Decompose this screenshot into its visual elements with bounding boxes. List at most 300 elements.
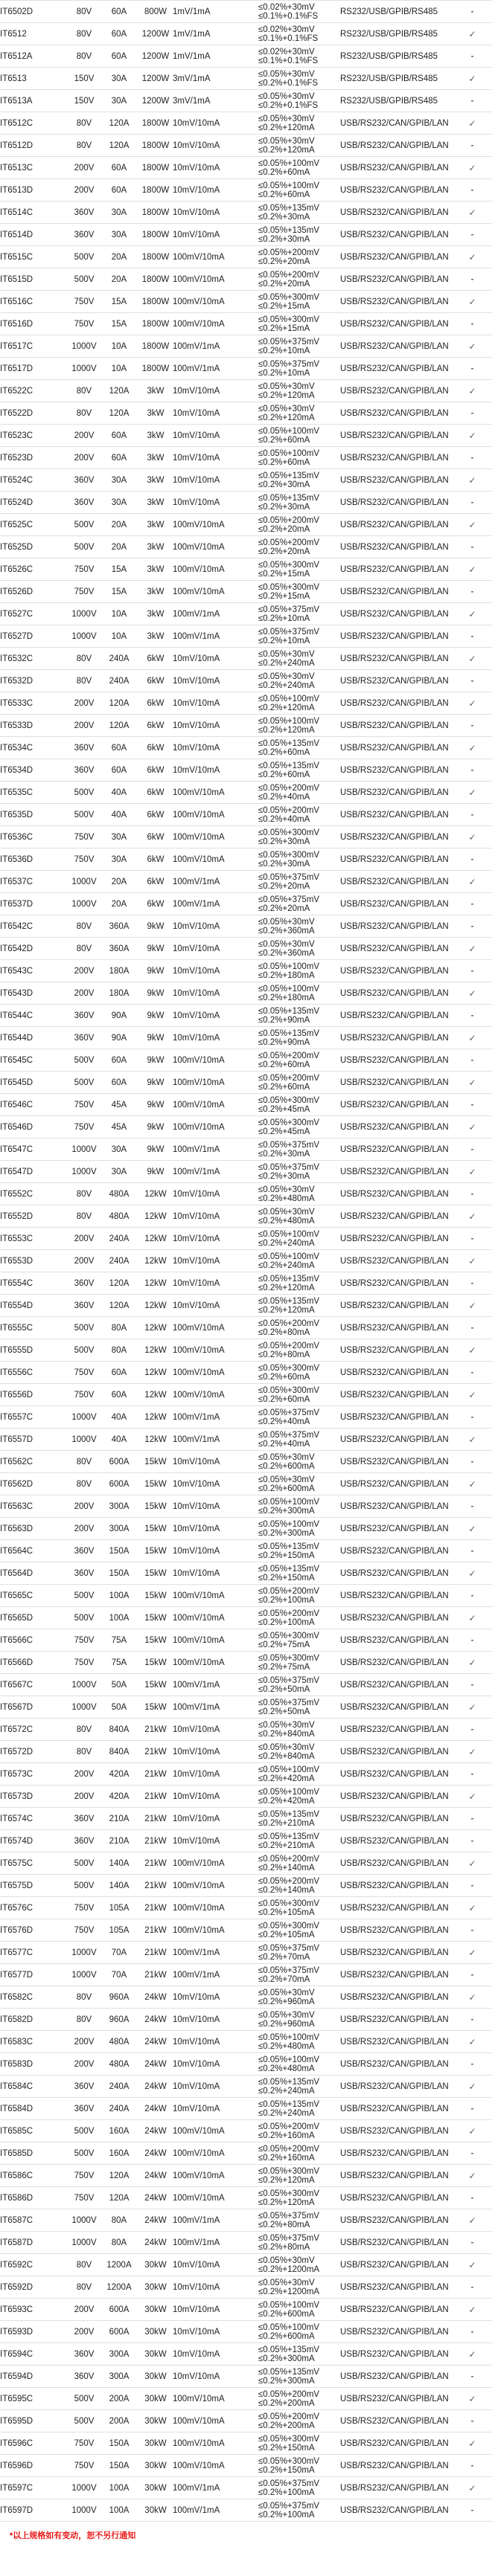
accuracy-current-line: ≤0.2%+60mA — [258, 190, 310, 199]
resolution-cell: 100mV/10mA — [173, 2416, 225, 2426]
power-cell: 30kW — [144, 2505, 167, 2515]
voltage-cell: 750V — [74, 1925, 95, 1935]
accuracy-cell — [258, 1674, 340, 1696]
current-cell: 30A — [111, 498, 127, 507]
resolution-cell: 100mV/10mA — [173, 1122, 225, 1132]
power-cell: 6kW — [147, 676, 164, 686]
accuracy-cell — [258, 202, 340, 224]
flag-cell — [453, 1585, 492, 1607]
accuracy-voltage-line: ≤0.05%+300mV — [258, 828, 320, 837]
dash-icon: - — [470, 1055, 474, 1065]
accuracy-cell — [258, 804, 340, 826]
check-icon: ✓ — [468, 943, 476, 954]
interfaces-cell: USB/RS232/CAN/GPIB/LAN — [340, 1881, 449, 1890]
interfaces-cell: USB/RS232/CAN/GPIB/LAN — [340, 1100, 449, 1110]
resolution-cell: 10mV/10mA — [173, 207, 220, 217]
model-cell: IT6595D — [0, 2416, 33, 2426]
accuracy-current-line: ≤0.2%+960mA — [258, 1997, 315, 2006]
current-cell: 10A — [111, 609, 127, 619]
power-cell: 12kW — [144, 1434, 167, 1444]
accuracy-voltage-line: ≤0.05%+375mV — [258, 2479, 320, 2488]
accuracy-current-line: ≤0.2%+70mA — [258, 1952, 310, 1962]
dash-icon: - — [470, 2282, 474, 2292]
accuracy-current-line: ≤0.2%+240mA — [258, 2086, 315, 2096]
interfaces-cell: USB/RS232/CAN/GPIB/LAN — [340, 810, 449, 820]
table-row — [0, 2254, 492, 2276]
model-cell: IT6556D — [0, 1390, 33, 1400]
interfaces-cell: USB/RS232/CAN/GPIB/LAN — [340, 1412, 449, 1422]
dash-icon: - — [470, 1234, 474, 1243]
voltage-cell: 360V — [74, 2081, 95, 2091]
interfaces-cell: USB/RS232/CAN/GPIB/LAN — [340, 1189, 449, 1199]
model-cell: IT6513D — [0, 185, 33, 195]
accuracy-cell — [258, 469, 340, 492]
power-cell: 15kW — [144, 1680, 167, 1690]
flag-cell — [453, 2276, 492, 2299]
resolution-cell: 10mV/10mA — [173, 431, 220, 440]
accuracy-cell — [258, 915, 340, 938]
accuracy-current-line: ≤0.2%+160mA — [258, 2153, 315, 2163]
voltage-cell: 1000V — [71, 899, 97, 909]
flag-cell — [453, 469, 492, 492]
power-cell: 1800W — [141, 141, 170, 150]
check-icon: ✓ — [468, 2259, 476, 2270]
model-cell: IT6562C — [0, 1457, 33, 1466]
check-icon: ✓ — [468, 117, 476, 129]
flag-cell — [453, 1228, 492, 1250]
interfaces-cell: USB/RS232/CAN/GPIB/LAN — [340, 765, 449, 775]
power-cell: 800W — [144, 7, 167, 16]
accuracy-cell — [258, 938, 340, 960]
accuracy-current-line: ≤0.2%+60mA — [258, 1372, 310, 1382]
resolution-cell: 100mV/10mA — [173, 2394, 225, 2403]
flag-cell — [453, 1451, 492, 1473]
interfaces-cell: USB/RS232/CAN/GPIB/LAN — [340, 185, 449, 195]
flag-cell — [453, 90, 492, 112]
dash-icon: - — [470, 1814, 474, 1823]
interfaces-cell: RS232/USB/GPIB/RS485 — [340, 51, 438, 61]
flag-cell — [453, 1495, 492, 1518]
resolution-cell: 10mV/10mA — [173, 1836, 220, 1846]
current-cell: 90A — [111, 1011, 127, 1020]
accuracy-current-line: ≤0.2%+480mA — [258, 1216, 315, 1226]
table-row — [0, 804, 492, 826]
accuracy-voltage-line: ≤0.05%+375mV — [258, 359, 320, 369]
voltage-cell: 80V — [76, 2015, 92, 2024]
accuracy-current-line: ≤0.2%+840mA — [258, 1729, 315, 1739]
interfaces-cell: USB/RS232/CAN/GPIB/LAN — [340, 2438, 449, 2448]
model-cell: IT6526C — [0, 564, 33, 574]
interfaces-cell: USB/RS232/CAN/GPIB/LAN — [340, 2461, 449, 2470]
current-cell: 20A — [111, 274, 127, 284]
accuracy-voltage-line: ≤0.05%+30mV — [258, 1452, 315, 1462]
flag-cell — [453, 737, 492, 759]
dash-icon: - — [470, 810, 474, 820]
dash-icon: - — [470, 2193, 474, 2203]
flag-cell — [453, 402, 492, 425]
voltage-cell: 200V — [74, 1791, 95, 1801]
accuracy-current-line: ≤0.2%+50mA — [258, 1684, 310, 1694]
table-row — [0, 23, 492, 45]
interfaces-cell: USB/RS232/CAN/GPIB/LAN — [340, 2260, 449, 2270]
power-cell: 9kW — [147, 988, 164, 998]
interfaces-cell: USB/RS232/CAN/GPIB/LAN — [340, 141, 449, 150]
accuracy-voltage-line: ≤0.05%+100mV — [258, 1252, 320, 1261]
interfaces-cell: USB/RS232/CAN/GPIB/LAN — [340, 1524, 449, 1533]
power-cell: 30kW — [144, 2461, 167, 2470]
check-icon: ✓ — [468, 296, 476, 307]
accuracy-voltage-line: ≤0.05%+200mV — [258, 1609, 320, 1618]
power-cell: 21kW — [144, 1858, 167, 1868]
accuracy-cell — [258, 1495, 340, 1518]
interfaces-cell: USB/RS232/CAN/GPIB/LAN — [340, 1925, 449, 1935]
voltage-cell: 80V — [76, 2282, 92, 2292]
check-icon: ✓ — [468, 608, 476, 619]
accuracy-voltage-line: ≤0.05%+375mV — [258, 1965, 320, 1975]
table-row — [0, 2321, 492, 2343]
accuracy-voltage-line: ≤0.05%+200mV — [258, 1854, 320, 1864]
resolution-cell: 10mV/10mA — [173, 1211, 220, 1221]
power-cell: 30kW — [144, 2438, 167, 2448]
check-icon: ✓ — [468, 2081, 476, 2092]
table-row — [0, 90, 492, 112]
flag-cell — [453, 2254, 492, 2276]
accuracy-cell — [258, 960, 340, 982]
model-cell: IT6524C — [0, 475, 33, 485]
accuracy-voltage-line: ≤0.05%+135mV — [258, 1028, 320, 1038]
check-icon: ✓ — [468, 1657, 476, 1668]
current-cell: 80A — [111, 2238, 127, 2247]
table-row — [0, 1362, 492, 1384]
current-cell: 300A — [109, 1524, 130, 1533]
accuracy-cell — [258, 2076, 340, 2098]
accuracy-cell — [258, 112, 340, 135]
model-cell: IT6565D — [0, 1613, 33, 1623]
check-icon: ✓ — [468, 207, 476, 218]
resolution-cell: 10mV/10mA — [173, 1769, 220, 1779]
interfaces-cell: USB/RS232/CAN/GPIB/LAN — [340, 118, 449, 128]
resolution-cell: 10mV/10mA — [173, 698, 220, 708]
resolution-cell: 100mV/10mA — [173, 1635, 225, 1645]
model-cell: IT6564C — [0, 1546, 33, 1556]
voltage-cell: 360V — [74, 1011, 95, 1020]
power-cell: 3kW — [147, 431, 164, 440]
power-cell: 30kW — [144, 2394, 167, 2403]
resolution-cell: 10mV/10mA — [173, 654, 220, 663]
voltage-cell: 200V — [74, 966, 95, 976]
voltage-cell: 200V — [74, 698, 95, 708]
model-cell: IT6517D — [0, 364, 33, 373]
flag-cell — [453, 982, 492, 1005]
accuracy-current-line: ≤0.2%+105mA — [258, 1930, 315, 1939]
check-icon: ✓ — [468, 1121, 476, 1133]
dash-icon: - — [470, 185, 474, 195]
table-row — [0, 1741, 492, 1763]
accuracy-voltage-line: ≤0.05%+200mV — [258, 1051, 320, 1060]
check-icon: ✓ — [468, 742, 476, 753]
flag-cell — [453, 670, 492, 692]
voltage-cell: 200V — [74, 453, 95, 463]
model-cell: IT6594D — [0, 2371, 33, 2381]
flag-cell — [453, 2343, 492, 2366]
accuracy-voltage-line: ≤0.05%+300mV — [258, 1653, 320, 1663]
resolution-cell: 100mV/1mA — [173, 1680, 220, 1690]
interfaces-cell: USB/RS232/CAN/GPIB/LAN — [340, 1948, 449, 1957]
current-cell: 1200A — [106, 2260, 132, 2270]
voltage-cell: 360V — [74, 1546, 95, 1556]
accuracy-current-line: ≤0.2%+240mA — [258, 680, 315, 690]
accuracy-current-line: ≤0.2%+120mA — [258, 390, 315, 400]
resolution-cell: 100mV/1mA — [173, 609, 220, 619]
dash-icon: - — [470, 2015, 474, 2024]
model-cell: IT6502D — [0, 7, 33, 16]
flag-cell — [453, 2499, 492, 2522]
accuracy-voltage-line: ≤0.05%+300mV — [258, 2456, 320, 2466]
accuracy-cell — [258, 2276, 340, 2299]
check-icon: ✓ — [468, 2215, 476, 2226]
accuracy-current-line: ≤0.2%+20mA — [258, 279, 310, 289]
accuracy-cell — [258, 135, 340, 157]
resolution-cell: 100mV/10mA — [173, 2193, 225, 2203]
model-cell: IT6525D — [0, 542, 33, 552]
table-row — [0, 960, 492, 982]
voltage-cell: 80V — [76, 654, 92, 663]
accuracy-voltage-line: ≤0.05%+300mV — [258, 1921, 320, 1931]
power-cell: 1800W — [141, 163, 170, 173]
check-icon: ✓ — [468, 1568, 476, 1579]
model-cell: IT6537D — [0, 899, 33, 909]
flag-cell — [453, 581, 492, 603]
accuracy-cell — [258, 1049, 340, 1072]
check-icon: ✓ — [468, 1166, 476, 1177]
table-row — [0, 425, 492, 447]
model-cell: IT6566D — [0, 1658, 33, 1667]
power-cell: 21kW — [144, 1970, 167, 1980]
model-cell: IT6545C — [0, 1055, 33, 1065]
voltage-cell: 360V — [74, 2104, 95, 2113]
current-cell: 80A — [111, 1345, 127, 1355]
power-cell: 21kW — [144, 1881, 167, 1890]
resolution-cell: 100mV/10mA — [173, 1858, 225, 1868]
check-icon: ✓ — [468, 1991, 476, 2003]
model-cell: IT6597D — [0, 2505, 33, 2515]
voltage-cell: 360V — [74, 743, 95, 753]
power-cell: 12kW — [144, 1323, 167, 1333]
accuracy-cell — [258, 625, 340, 648]
accuracy-cell — [258, 246, 340, 268]
resolution-cell: 100mV/1mA — [173, 1948, 220, 1957]
voltage-cell: 750V — [74, 832, 95, 842]
interfaces-cell: USB/RS232/CAN/GPIB/LAN — [340, 2416, 449, 2426]
accuracy-current-line: ≤0.2%+960mA — [258, 2019, 315, 2029]
interfaces-cell: RS232/USB/GPIB/RS485 — [340, 29, 438, 39]
accuracy-current-line: ≤0.2%+120mA — [258, 2175, 315, 2185]
resolution-cell: 100mV/10mA — [173, 2461, 225, 2470]
voltage-cell: 80V — [76, 408, 92, 418]
interfaces-cell: USB/RS232/CAN/GPIB/LAN — [340, 609, 449, 619]
model-cell: IT6554C — [0, 1278, 33, 1288]
accuracy-current-line: ≤0.2%+30mA — [258, 1149, 310, 1159]
power-cell: 1200W — [141, 51, 170, 61]
voltage-cell: 1000V — [71, 1948, 97, 1957]
power-cell: 12kW — [144, 1412, 167, 1422]
dash-icon: - — [470, 631, 474, 641]
check-icon: ✓ — [468, 1523, 476, 1534]
accuracy-cell — [258, 1585, 340, 1607]
resolution-cell: 10mV/10mA — [173, 2081, 220, 2091]
voltage-cell: 500V — [74, 252, 95, 262]
accuracy-current-line: ≤0.2%+240mA — [258, 1260, 315, 1270]
flag-cell — [453, 1094, 492, 1116]
check-icon: ✓ — [468, 1902, 476, 1913]
table-row — [0, 447, 492, 469]
resolution-cell: 100mV/10mA — [173, 274, 225, 284]
resolution-cell: 10mV/10mA — [173, 498, 220, 507]
current-cell: 240A — [109, 2081, 130, 2091]
dash-icon: - — [470, 1100, 474, 1110]
current-cell: 210A — [109, 1836, 130, 1846]
model-cell: IT6532D — [0, 676, 33, 686]
table-row — [0, 45, 492, 68]
accuracy-cell — [258, 1183, 340, 1205]
dash-icon: - — [470, 7, 474, 16]
resolution-cell: 100mV/10mA — [173, 1613, 225, 1623]
accuracy-current-line: ≤0.2%+90mA — [258, 1015, 310, 1025]
dash-icon: - — [470, 1769, 474, 1779]
power-cell: 15kW — [144, 1613, 167, 1623]
power-cell: 3kW — [147, 564, 164, 574]
power-cell: 6kW — [147, 899, 164, 909]
accuracy-voltage-line: ≤0.05%+100mV — [258, 2300, 320, 2310]
flag-cell — [453, 1786, 492, 1808]
interfaces-cell: USB/RS232/CAN/GPIB/LAN — [340, 1769, 449, 1779]
voltage-cell: 80V — [76, 118, 92, 128]
resolution-cell: 10mV/10mA — [173, 1457, 220, 1466]
current-cell: 60A — [111, 51, 127, 61]
accuracy-voltage-line: ≤0.05%+100mV — [258, 448, 320, 458]
accuracy-voltage-line: ≤0.05%+300mV — [258, 582, 320, 592]
current-cell: 150A — [109, 2438, 130, 2448]
table-row — [0, 2366, 492, 2388]
accuracy-voltage-line: ≤0.05%+135mV — [258, 203, 320, 213]
interfaces-cell: USB/RS232/CAN/GPIB/LAN — [340, 386, 449, 396]
table-row — [0, 1317, 492, 1339]
voltage-cell: 750V — [74, 854, 95, 864]
interfaces-cell: USB/RS232/CAN/GPIB/LAN — [340, 564, 449, 574]
accuracy-current-line: ≤0.2%+15mA — [258, 301, 310, 311]
model-cell: IT6543C — [0, 966, 33, 976]
power-cell: 9kW — [147, 1100, 164, 1110]
table-row — [0, 224, 492, 246]
current-cell: 200A — [109, 2416, 130, 2426]
accuracy-current-line: ≤0.2%+480mA — [258, 2064, 315, 2073]
power-cell: 9kW — [147, 1011, 164, 1020]
accuracy-voltage-line: ≤0.05%+300mV — [258, 1631, 320, 1640]
voltage-cell: 750V — [74, 2461, 95, 2470]
resolution-cell: 100mV/10mA — [173, 810, 225, 820]
resolution-cell: 100mV/10mA — [173, 297, 225, 306]
voltage-cell: 80V — [76, 921, 92, 931]
accuracy-current-line: ≤0.2%+20mA — [258, 904, 310, 913]
table-row — [0, 1808, 492, 1830]
dash-icon: - — [470, 1278, 474, 1288]
model-cell: IT6592D — [0, 2282, 33, 2292]
power-cell: 21kW — [144, 1769, 167, 1779]
accuracy-voltage-line: ≤0.05%+100mV — [258, 2322, 320, 2332]
check-icon: ✓ — [468, 876, 476, 887]
interfaces-cell: USB/RS232/CAN/GPIB/LAN — [340, 297, 449, 306]
resolution-cell: 100mV/10mA — [173, 1881, 225, 1890]
current-cell: 60A — [111, 1055, 127, 1065]
accuracy-current-line: ≤0.2%+15mA — [258, 569, 310, 579]
power-cell: 1800W — [141, 319, 170, 329]
power-cell: 6kW — [147, 810, 164, 820]
accuracy-current-line: ≤0.2%+40mA — [258, 792, 310, 802]
accuracy-current-line: ≤0.2%+10mA — [258, 614, 310, 623]
spec-table-body — [0, 1, 492, 2522]
resolution-cell: 10mV/10mA — [173, 386, 220, 396]
accuracy-current-line: ≤0.2%+300mA — [258, 2354, 315, 2363]
accuracy-voltage-line: ≤0.05%+30mV — [258, 2255, 315, 2265]
model-cell: IT6516D — [0, 319, 33, 329]
check-icon: ✓ — [468, 2438, 476, 2449]
current-cell: 80A — [111, 1323, 127, 1333]
dash-icon: - — [470, 1501, 474, 1511]
current-cell: 1200A — [106, 2282, 132, 2292]
flag-cell — [453, 1964, 492, 1986]
accuracy-current-line: ≤0.2%+20mA — [258, 547, 310, 556]
interfaces-cell: USB/RS232/CAN/GPIB/LAN — [340, 1122, 449, 1132]
resolution-cell: 10mV/10mA — [173, 944, 220, 953]
flag-cell — [453, 1161, 492, 1183]
voltage-cell: 80V — [76, 1189, 92, 1199]
table-row — [0, 335, 492, 358]
current-cell: 600A — [109, 1457, 130, 1466]
flag-cell — [453, 492, 492, 514]
current-cell: 120A — [109, 386, 130, 396]
current-cell: 120A — [109, 698, 130, 708]
flag-cell — [453, 1473, 492, 1495]
accuracy-voltage-line: ≤0.05%+200mV — [258, 2412, 320, 2421]
voltage-cell: 360V — [74, 1278, 95, 1288]
voltage-cell: 200V — [74, 431, 95, 440]
interfaces-cell: USB/RS232/CAN/GPIB/LAN — [340, 453, 449, 463]
accuracy-cell — [258, 1139, 340, 1161]
dash-icon: - — [470, 1635, 474, 1645]
accuracy-current-line: ≤0.2%+10mA — [258, 346, 310, 355]
accuracy-cell — [258, 1562, 340, 1585]
accuracy-voltage-line: ≤0.05%+300mV — [258, 560, 320, 570]
model-cell: IT6596C — [0, 2438, 33, 2448]
accuracy-voltage-line: ≤0.05%+200mV — [258, 805, 320, 815]
table-row — [0, 2098, 492, 2120]
table-row — [0, 1919, 492, 1942]
power-cell: 9kW — [147, 1078, 164, 1087]
table-row — [0, 2499, 492, 2522]
voltage-cell: 1000V — [71, 1144, 97, 1154]
table-row — [0, 1473, 492, 1495]
current-cell: 70A — [111, 1970, 127, 1980]
table-row — [0, 1205, 492, 1228]
accuracy-voltage-line: ≤0.05%+30mV — [258, 2278, 315, 2287]
table-row — [0, 2410, 492, 2432]
model-cell: IT6552C — [0, 1189, 33, 1199]
current-cell: 50A — [111, 1702, 127, 1712]
accuracy-cell — [258, 1272, 340, 1295]
current-cell: 20A — [111, 899, 127, 909]
table-row — [0, 492, 492, 514]
accuracy-cell — [258, 68, 340, 90]
